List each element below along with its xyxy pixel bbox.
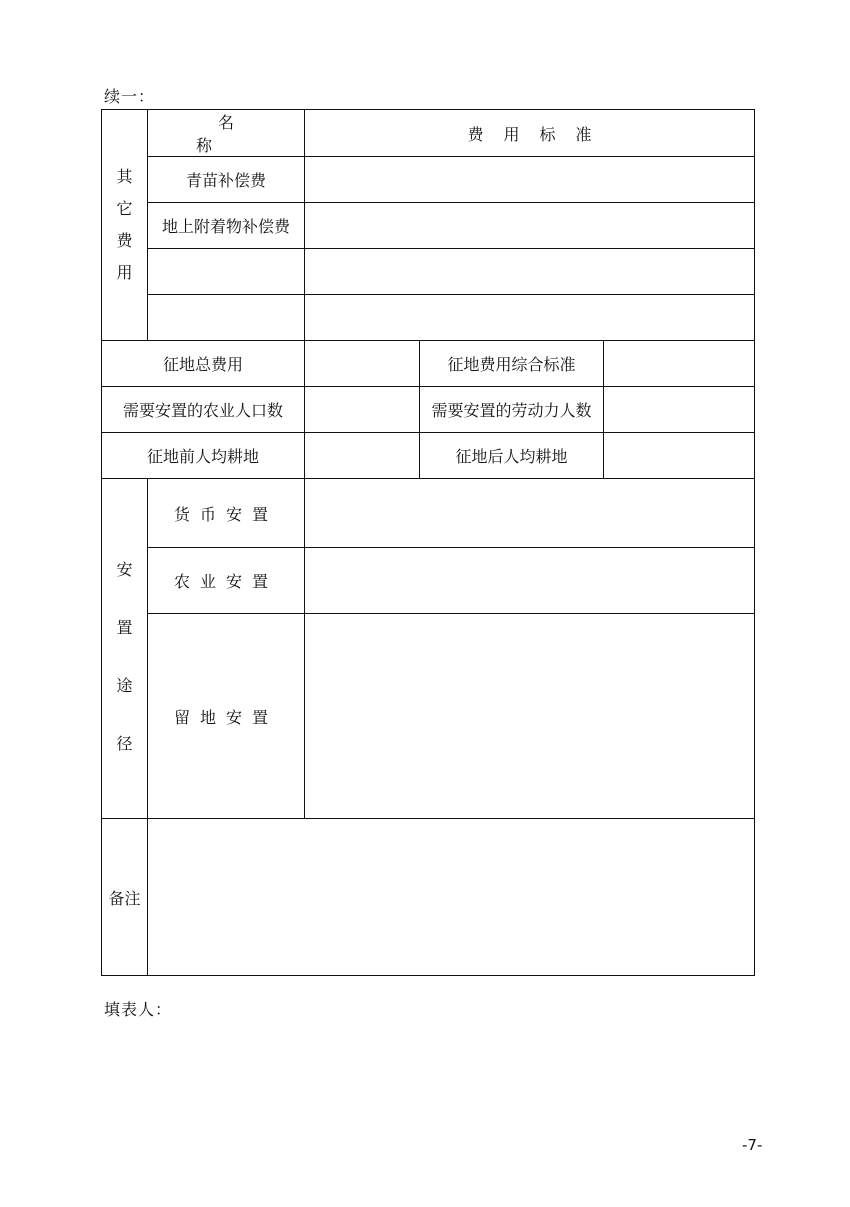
section-label-char: 费: [116, 231, 133, 250]
resettlement-label-cell: [148, 614, 305, 819]
fee-row: [102, 295, 755, 341]
section-label-char: 置: [116, 617, 133, 637]
section-label-char: 径: [116, 733, 133, 753]
resettlement-label-cell: [148, 548, 305, 614]
form-filler-label: 填表人：: [104, 1000, 173, 1019]
fee-row: [102, 157, 755, 203]
header-name-cell: [148, 110, 339, 157]
resettlement-value-field[interactable]: [305, 548, 755, 614]
fee-name-field[interactable]: [148, 249, 305, 295]
resettlement-label: 农业安置: [173, 572, 278, 591]
summary-value-left-field[interactable]: [305, 433, 420, 479]
fee-row: [102, 249, 755, 295]
fee-standard-field[interactable]: [305, 295, 755, 341]
summary-value-right-field[interactable]: [604, 433, 755, 479]
resettlement-row: [102, 479, 755, 548]
other-fees-section-label: [102, 110, 148, 341]
summary-label-right: 需要安置的劳动力人数: [420, 387, 604, 433]
summary-label-right: 征地后人均耕地: [420, 433, 604, 479]
header-standard: 费用标准: [467, 124, 612, 144]
resettlement-section-label: [102, 479, 148, 819]
summary-label-left: 征地总费用: [102, 341, 305, 387]
summary-row: [102, 387, 755, 433]
fee-name-field[interactable]: [148, 295, 305, 341]
page-number: -7-: [742, 1136, 763, 1154]
summary-value-left-field[interactable]: [305, 341, 420, 387]
section-label-char: 安: [116, 559, 133, 579]
summary-row: [102, 433, 755, 479]
resettlement-row: [102, 548, 755, 614]
resettlement-label: 留地安置: [173, 707, 278, 727]
remarks-row: [102, 819, 755, 976]
summary-row: [102, 341, 755, 387]
header-standard-cell: [305, 110, 755, 157]
resettlement-label: 货币安置: [173, 504, 278, 524]
section-label-char: 途: [116, 675, 133, 695]
remarks-field[interactable]: [148, 819, 755, 976]
summary-label-left: 征地前人均耕地: [102, 433, 305, 479]
land-acquisition-form-table: [101, 109, 755, 976]
fee-standard-field[interactable]: [305, 203, 755, 249]
fee-standard-field[interactable]: [305, 249, 755, 295]
section-label-char: 其: [116, 167, 133, 186]
resettlement-row: [102, 614, 755, 819]
resettlement-value-field[interactable]: [305, 614, 755, 819]
resettlement-value-field[interactable]: [305, 479, 755, 548]
fee-name: 青苗补偿费: [148, 157, 305, 203]
fee-row: [102, 203, 755, 249]
resettlement-label-cell: [148, 479, 305, 548]
section-label-char: 用: [116, 263, 133, 282]
header-name: 名 称: [195, 113, 339, 155]
summary-value-right-field[interactable]: [604, 387, 755, 433]
summary-label-right: 征地费用综合标准: [420, 341, 604, 387]
summary-label-left: 需要安置的农业人口数: [102, 387, 305, 433]
summary-value-left-field[interactable]: [305, 387, 420, 433]
remarks-label: 备注: [102, 819, 148, 976]
continuation-label: 续一：: [104, 87, 156, 106]
summary-value-right-field[interactable]: [604, 341, 755, 387]
section-label-char: 它: [116, 199, 133, 218]
fee-name: 地上附着物补偿费: [148, 203, 305, 249]
fee-standard-field[interactable]: [305, 157, 755, 203]
other-fees-header-row: [102, 110, 755, 157]
